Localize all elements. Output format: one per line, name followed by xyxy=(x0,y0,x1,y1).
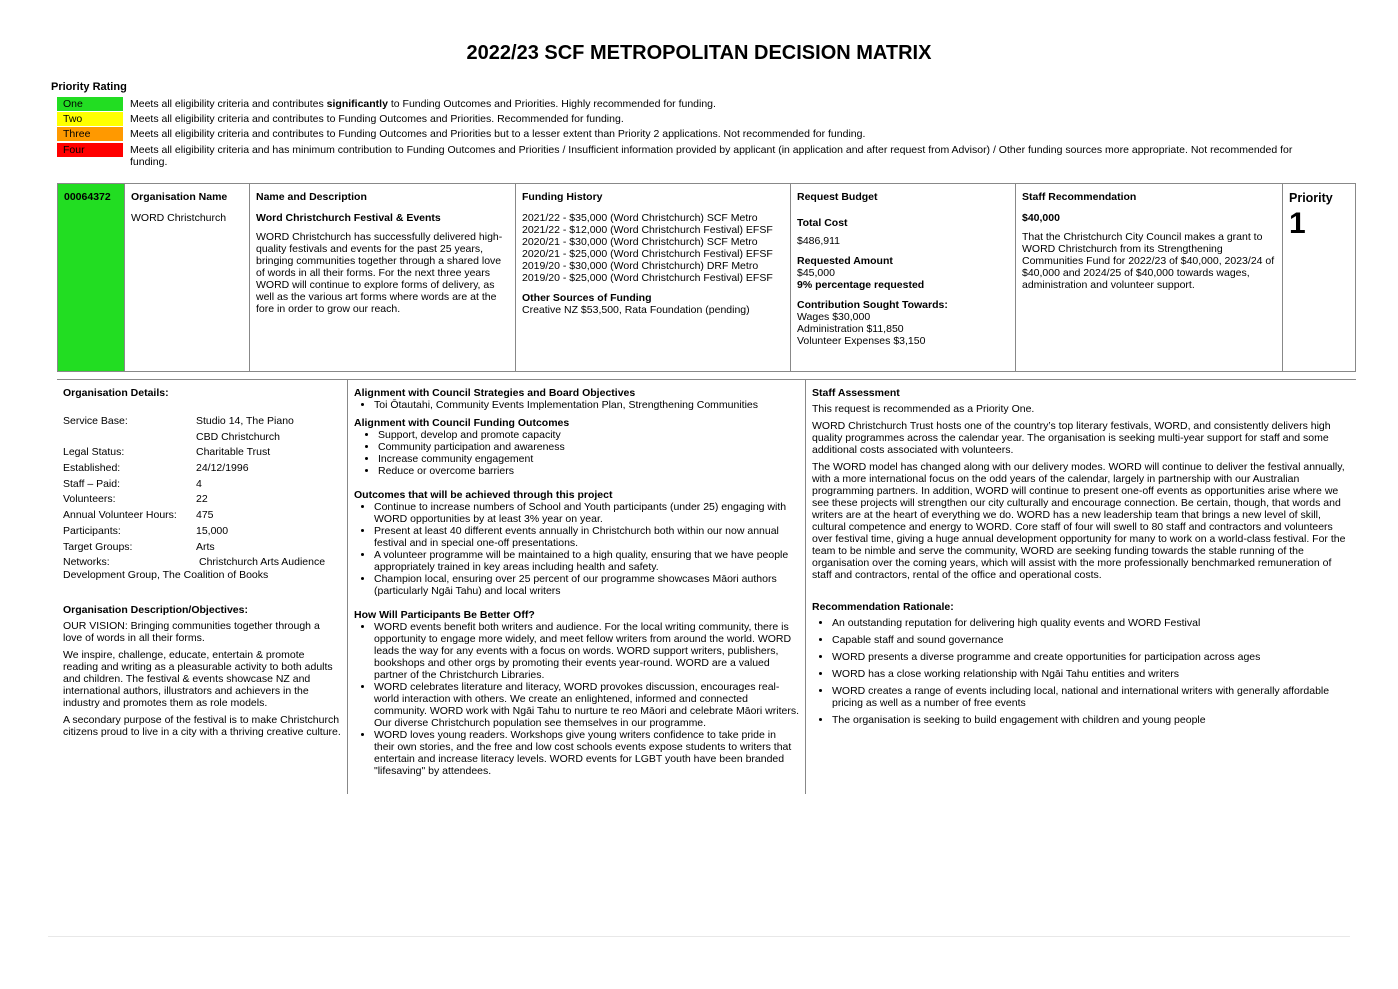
priority-swatch-four: Four xyxy=(57,143,123,157)
contribution-item: Wages $30,000 xyxy=(797,311,871,323)
other-sources-heading: Other Sources of Funding xyxy=(522,292,652,304)
organisation-details-column xyxy=(57,380,348,794)
priority-description xyxy=(130,128,1310,140)
staff-assessment-text xyxy=(812,403,1350,581)
achieved-outcome-item: • Champion local, ensuring over 25 percent of our programme showcases Māori authors (particularly Ngāi Tahu) and local writers xyxy=(374,573,799,597)
project-description: WORD Christchurch has successfully delivered high-quality festivals and events for the past 25 years, bringing communities together through a shared love of words in all their forms. For the next three years WORD will continue to explore forms of delivery, as well as the various art forms where words are at the fore in order to grow our reach. xyxy=(256,231,503,315)
org-detail-row xyxy=(63,509,341,525)
priority-swatch-three: Three xyxy=(57,127,123,141)
name-description-cell xyxy=(250,184,516,371)
priority-description xyxy=(130,113,1310,125)
org-detail-value: 24/12/1996 xyxy=(196,462,249,475)
alignment-column xyxy=(348,380,806,794)
priority-text: Meets all eligibility criteria and contributes to Funding Outcomes and Priorities but to a lesser extent than Priority 2 applications. Not recommended for funding. xyxy=(130,128,866,140)
strategies-list xyxy=(354,399,799,411)
priority-text: Meets all eligibility criteria and has minimum contribution to Funding Outcomes and Priorities / Insufficient information provided by applicant (in application and after request from Advisor) / Other funding sources more appropriate. Not recommended for funding. xyxy=(130,144,1293,168)
org-description-paragraph: OUR VISION: Bringing communities together through a love of words in all their forms. xyxy=(63,619,320,644)
funding-history-item: 2021/22 - $12,000 (Word Christchurch Festival) EFSF xyxy=(522,224,773,236)
rationale-item: • An outstanding reputation for delivering high quality events and WORD Festival xyxy=(832,617,1350,629)
achieved-outcomes-heading: Outcomes that will be achieved through this project xyxy=(354,489,613,501)
priority-value: 1 xyxy=(1289,207,1306,240)
org-details-heading: Organisation Details: xyxy=(63,387,169,399)
project-name: Word Christchurch Festival & Events xyxy=(256,212,441,224)
org-detail-row xyxy=(63,462,341,478)
funding-history-heading: Funding History xyxy=(522,191,603,203)
org-detail-value: Arts xyxy=(196,540,215,553)
org-detail-label: Service Base: xyxy=(63,415,128,427)
contribution-item: Volunteer Expenses $3,150 xyxy=(797,335,926,347)
priority-text: to Funding Outcomes and Priorities. Highly recommended for funding. xyxy=(387,98,716,110)
requested-amount-label: Requested Amount xyxy=(797,255,893,267)
request-budget-heading: Request Budget xyxy=(797,191,878,203)
staff-recommendation-heading: Staff Recommendation xyxy=(1022,191,1137,203)
achieved-outcome-item: • A volunteer programme will be maintained to a high quality, ensuring that we have people appropriately trained in key areas including health and safety. xyxy=(374,549,799,573)
org-detail-label: Established: xyxy=(63,462,121,475)
networks-label: Networks: xyxy=(63,556,110,569)
priority-heading: Priority xyxy=(1289,191,1333,205)
org-detail-value: 4 xyxy=(196,477,202,490)
org-detail-row xyxy=(63,415,341,431)
total-cost-label: Total Cost xyxy=(797,217,848,229)
rationale-item: • WORD presents a diverse programme and create opportunities for participation across ages xyxy=(832,651,1350,663)
org-name: WORD Christchurch xyxy=(131,212,227,224)
rationale-item: • WORD creates a range of events including local, national and international writers with generally affordable pricing as well as a number of free events xyxy=(832,685,1350,709)
funding-outcome-item: • Support, develop and promote capacity xyxy=(378,429,799,441)
org-details-fields xyxy=(63,415,341,556)
org-detail-value: 22 xyxy=(196,493,208,506)
details-section xyxy=(57,379,1356,794)
funding-history-list xyxy=(522,212,784,284)
funding-history-cell xyxy=(516,184,791,371)
priority-swatch-two: Two xyxy=(57,112,123,126)
org-detail-row xyxy=(63,525,341,541)
achieved-outcome-item: • Continue to increase numbers of School and Youth participants (under 25) engaging with WORD opportunities by at least 3% year on year. xyxy=(374,501,799,525)
better-off-item: • WORD loves young readers. Workshops give young writers confidence to take pride in their own stories, and the free and low cost schools events expose students to writers that entertain and increase literacy levels. WORD events for LGBT youth have been branded "lifesaving" by attendees. xyxy=(374,729,799,777)
other-sources: Creative NZ $53,500, Rata Foundation (pending) xyxy=(522,304,750,316)
priority-description xyxy=(130,144,1310,168)
org-description-text xyxy=(63,620,341,738)
org-detail-networks xyxy=(63,556,341,572)
org-detail-value: 475 xyxy=(196,509,214,522)
org-detail-row xyxy=(63,446,341,462)
priority-swatch-one: One xyxy=(57,97,123,111)
staff-assessment-column xyxy=(806,380,1356,794)
name-description-heading: Name and Description xyxy=(256,191,367,203)
better-off-heading: How Will Participants Be Better Off? xyxy=(354,609,535,621)
percentage-requested: 9% percentage requested xyxy=(797,279,925,291)
total-cost-value: $486,911 xyxy=(797,235,841,247)
funding-history-item: 2020/21 - $30,000 (Word Christchurch) SCF Metro xyxy=(522,236,758,248)
org-detail-label: Volunteers: xyxy=(63,493,116,506)
org-name-cell xyxy=(125,184,250,371)
staff-recommendation-text: That the Christchurch City Council makes a grant to WORD Christchurch from its Strengthening Communities Fund for 2022/23 of $40,000, 2023/24 of $40,000 and 2024/25 of $40,000 towards wages, administration and volunteer support. xyxy=(1022,231,1275,291)
networks-value: Christchurch Arts Audience xyxy=(199,556,326,569)
org-detail-value: Charitable Trust xyxy=(196,446,271,459)
org-detail-label: Annual Volunteer Hours: xyxy=(63,509,177,522)
org-detail-label: Staff – Paid: xyxy=(63,477,121,490)
priority-text-emphasis: significantly xyxy=(326,98,388,110)
org-detail-value: Studio 14, The Piano xyxy=(196,415,294,427)
achieved-outcome-item: • Present at least 40 different events annually in Christchurch both within our now annual festival and in special one-off presentations. xyxy=(374,525,799,549)
funding-history-item: 2019/20 - $30,000 (Word Christchurch) DRF Metro xyxy=(522,260,759,272)
strategy-item: • Toi Ōtautahi, Community Events Implementation Plan, Strengthening Communities xyxy=(374,399,799,411)
rationale-item: • Capable staff and sound governance xyxy=(832,634,1350,646)
org-detail-row xyxy=(63,431,341,447)
org-description-heading: Organisation Description/Objectives: xyxy=(63,603,248,616)
funding-history-item: 2021/22 - $35,000 (Word Christchurch) SCF Metro xyxy=(522,212,758,224)
priority-text: Meets all eligibility criteria and contributes to Funding Outcomes and Priorities. Recommended for funding. xyxy=(130,113,624,125)
better-off-item: • WORD events benefit both writers and audience. For the local writing community, there is opportunity to engage more widely, and meet fellow writers from around the world. WORD leads the way for any events with a focus on words. WORD support writers, publishers, bookshops and other orgs by promoting their events year-round. WORD are a valued partner of the Christchurch Libraries. xyxy=(374,621,799,681)
funding-history-item: 2019/20 - $25,000 (Word Christchurch Festival) EFSF xyxy=(522,272,773,284)
funding-outcomes-heading: Alignment with Council Funding Outcomes xyxy=(354,417,570,429)
funding-history-item: 2020/21 - $25,000 (Word Christchurch Festival) EFSF xyxy=(522,248,773,260)
priority-description xyxy=(130,98,1310,110)
staff-recommendation-cell xyxy=(1016,184,1283,371)
achieved-outcomes-list xyxy=(354,501,799,597)
request-budget-cell xyxy=(791,184,1016,371)
application-summary-table xyxy=(57,183,1356,372)
priority-cell xyxy=(1283,184,1355,371)
funding-outcome-item: • Reduce or overcome barriers xyxy=(378,465,799,477)
org-detail-label: Participants: xyxy=(63,524,121,537)
networks-continued: Development Group, The Coalition of Books xyxy=(63,568,269,581)
funding-outcome-item: • Community participation and awareness xyxy=(378,441,799,453)
requested-amount-value: $45,000 xyxy=(797,267,835,279)
priority-rating-heading: Priority Rating xyxy=(51,81,127,93)
org-detail-label: Target Groups: xyxy=(63,540,133,553)
rationale-heading: Recommendation Rationale: xyxy=(812,601,954,613)
staff-assessment-paragraph: The WORD model has changed along with our delivery modes. WORD will continue to deliver the festival annually, with a more international focus on the odd years of the calendar, largely in partnership with our Australian programming partners. In addition, WORD will continue to present one-off events as opportunities arise where we see these projects will strengthen our city culturally and encourage connection. Be certain, though, that words and writers are at the heart of everything we do. WORD has a new leadership team that brings a new level of skill, cultural competence and energy to WORD. Core staff of four will swell to 80 staff and contractors and volunteers over festival time, giving a huge annual development opportunity for many to work on a world-class festival. For the team to be nimble and serve the community, WORD are seeking funding towards the stable running of the organisation over the coming years, which will assist with the more professionally benchmarked remuneration of staff and contractors, rental of the office and operational costs. xyxy=(812,461,1346,581)
org-detail-row xyxy=(63,493,341,509)
staff-assessment-paragraph: WORD Christchurch Trust hosts one of the country’s top literary festivals, WORD, and consistently delivers high quality programmes across the calendar year. The organisation is seeking multi-year support for staff and some additional costs associated with volunteers. xyxy=(812,420,1331,456)
strategies-heading: Alignment with Council Strategies and Board Objectives xyxy=(354,387,636,399)
org-detail-value: CBD Christchurch xyxy=(196,430,281,443)
contribution-list xyxy=(797,311,1009,347)
org-name-heading: Organisation Name xyxy=(131,191,228,203)
org-detail-value: 15,000 xyxy=(196,524,229,537)
rationale-list xyxy=(812,617,1350,726)
contribution-heading: Contribution Sought Towards: xyxy=(797,299,948,311)
page-bottom-divider xyxy=(48,936,1350,937)
application-id-cell xyxy=(58,184,125,371)
org-description-paragraph: A secondary purpose of the festival is to make Christchurch citizens proud to live in a city with a thriving creative culture. xyxy=(63,713,341,738)
org-detail-row xyxy=(63,541,341,557)
rationale-item: • WORD has a close working relationship with Ngāi Tahu entities and writers xyxy=(832,668,1350,680)
page-title: 2022/23 SCF METROPOLITAN DECISION MATRIX xyxy=(466,42,932,64)
application-id: 00064372 xyxy=(64,191,111,203)
better-off-item: • WORD celebrates literature and literacy, WORD provokes discussion, encourages real-world interaction with others. We create an enlightened, informed and connected community. WORD work with Ngāi Tahu to nurture te reo Māori and celebrate Māori writers. Our diverse Christchurch population see themselves in our programme. xyxy=(374,681,799,729)
priority-text: Meets all eligibility criteria and contributes xyxy=(130,98,327,110)
org-detail-label: Legal Status: xyxy=(63,446,125,459)
org-detail-row xyxy=(63,478,341,494)
contribution-item: Administration $11,850 xyxy=(797,323,904,335)
funding-outcome-item: • Increase community engagement xyxy=(378,453,799,465)
funding-outcomes-list xyxy=(354,429,799,477)
staff-recommendation-amount: $40,000 xyxy=(1022,212,1060,224)
org-description-paragraph: We inspire, challenge, educate, entertain & promote reading and writing as a pleasurable activity to both adults and children. The festival & events showcase NZ and international authors, illustrators and achievers in the industry and promotes them as role models. xyxy=(63,648,333,709)
rationale-item: • The organisation is seeking to build engagement with children and young people xyxy=(832,714,1350,726)
staff-assessment-heading: Staff Assessment xyxy=(812,387,900,399)
staff-assessment-paragraph: This request is recommended as a Priority One. xyxy=(812,403,1035,415)
better-off-list xyxy=(354,621,799,777)
